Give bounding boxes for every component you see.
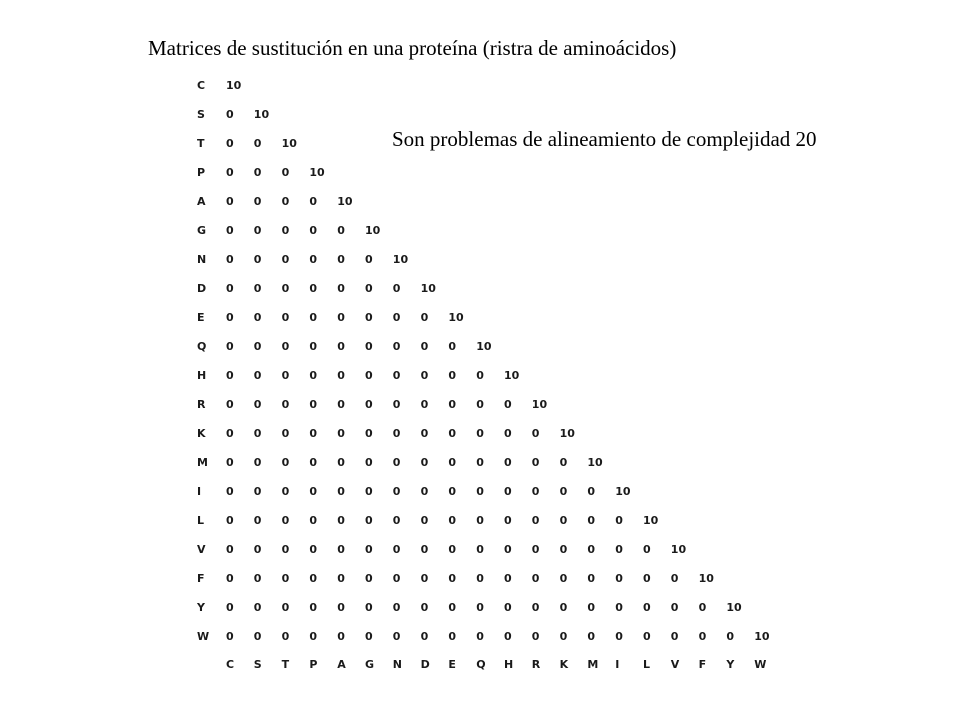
matrix-cell: 0 xyxy=(226,224,234,237)
matrix-cell: 0 xyxy=(365,543,373,556)
matrix-cell: 0 xyxy=(337,282,345,295)
matrix-cell: 0 xyxy=(392,456,401,469)
matrix-cell: 0 xyxy=(392,572,401,585)
matrix-cell: 10 xyxy=(559,427,575,440)
matrix-cell: 0 xyxy=(698,630,707,643)
col-label-v: V xyxy=(670,658,680,671)
matrix-cell: 0 xyxy=(253,427,262,440)
matrix-cell: 0 xyxy=(420,340,429,353)
matrix-cell: 0 xyxy=(559,514,568,527)
matrix-cell: 0 xyxy=(253,340,262,353)
matrix-cell: 0 xyxy=(504,543,512,556)
matrix-cell: 0 xyxy=(226,572,234,585)
matrix-cell: 0 xyxy=(448,340,457,353)
row-label-a: A xyxy=(197,195,206,208)
matrix-cell: 0 xyxy=(365,369,373,382)
matrix-cell: 0 xyxy=(226,340,234,353)
col-label-a: A xyxy=(337,658,346,671)
matrix-cell: 10 xyxy=(253,108,270,121)
matrix-cell: 0 xyxy=(309,543,318,556)
matrix-cell: 0 xyxy=(670,572,679,585)
col-label-p: P xyxy=(309,658,318,671)
row-label-s: S xyxy=(197,108,205,121)
matrix-cell: 0 xyxy=(587,601,596,614)
matrix-cell: 0 xyxy=(420,485,429,498)
matrix-cell: 0 xyxy=(337,427,345,440)
matrix-cell: 0 xyxy=(226,398,234,411)
matrix-cell: 0 xyxy=(309,398,318,411)
row-label-n: N xyxy=(197,253,207,266)
col-label-q: Q xyxy=(476,658,486,671)
matrix-cell: 10 xyxy=(643,514,659,527)
matrix-cell: 0 xyxy=(337,630,345,643)
col-label-r: R xyxy=(531,658,541,671)
matrix-cell: 0 xyxy=(476,543,484,556)
col-label-w: W xyxy=(754,658,767,671)
matrix-cell: 10 xyxy=(281,137,297,150)
matrix-cell: 0 xyxy=(448,514,457,527)
row-label-i: I xyxy=(197,485,202,498)
matrix-cell: 0 xyxy=(253,456,262,469)
matrix-cell: 0 xyxy=(476,630,484,643)
row-label-e: E xyxy=(197,311,205,324)
matrix-cell: 0 xyxy=(281,253,290,266)
matrix-cell: 0 xyxy=(226,253,234,266)
matrix-cell: 0 xyxy=(392,427,401,440)
matrix-cell: 0 xyxy=(365,485,373,498)
matrix-cell: 0 xyxy=(337,456,345,469)
matrix-cell: 0 xyxy=(392,543,401,556)
matrix-cell: 0 xyxy=(615,543,623,556)
matrix-cell: 10 xyxy=(420,282,436,295)
row-label-l: L xyxy=(197,514,205,527)
matrix-cell: 10 xyxy=(670,543,687,556)
matrix-cell: 0 xyxy=(337,601,345,614)
matrix-cell: 0 xyxy=(365,253,373,266)
matrix-cell: 0 xyxy=(253,282,262,295)
matrix-cell: 0 xyxy=(448,427,457,440)
matrix-cell: 0 xyxy=(281,166,290,179)
matrix-cell: 0 xyxy=(670,630,679,643)
matrix-cell: 0 xyxy=(504,601,512,614)
matrix-cell: 0 xyxy=(504,427,512,440)
matrix-cell: 0 xyxy=(309,572,318,585)
matrix-cell: 10 xyxy=(726,601,742,614)
matrix-cell: 0 xyxy=(226,456,234,469)
matrix-cell: 0 xyxy=(253,601,262,614)
matrix-cell: 0 xyxy=(253,253,262,266)
matrix-cell: 0 xyxy=(281,601,290,614)
row-label-d: D xyxy=(197,282,207,295)
matrix-cell: 0 xyxy=(726,630,735,643)
matrix-cell: 0 xyxy=(476,427,484,440)
matrix-cell: 0 xyxy=(476,398,484,411)
matrix-cell: 0 xyxy=(448,398,457,411)
matrix-cell: 0 xyxy=(531,601,540,614)
matrix-cell: 10 xyxy=(365,224,381,237)
matrix-cell: 0 xyxy=(253,543,262,556)
matrix-cell: 0 xyxy=(226,282,234,295)
matrix-cell: 0 xyxy=(392,282,401,295)
col-label-d: D xyxy=(420,658,430,671)
matrix-cell: 0 xyxy=(226,427,234,440)
matrix-cell: 0 xyxy=(448,369,457,382)
matrix-cell: 10 xyxy=(337,195,353,208)
col-label-l: L xyxy=(643,658,651,671)
matrix-cell: 0 xyxy=(337,543,345,556)
matrix-cell: 0 xyxy=(253,398,262,411)
matrix-cell: 0 xyxy=(226,311,234,324)
matrix-cell: 0 xyxy=(337,514,345,527)
matrix-cell: 0 xyxy=(281,224,290,237)
row-label-y: Y xyxy=(197,601,205,614)
matrix-cell: 0 xyxy=(337,340,345,353)
matrix-cell: 0 xyxy=(448,630,457,643)
matrix-cell: 0 xyxy=(504,485,512,498)
matrix-cell: 0 xyxy=(392,630,401,643)
matrix-cell: 0 xyxy=(337,572,345,585)
matrix-cell: 0 xyxy=(226,195,234,208)
col-label-y: Y xyxy=(726,658,735,671)
matrix-cell: 0 xyxy=(615,514,623,527)
matrix-cell: 0 xyxy=(559,630,568,643)
matrix-cell: 0 xyxy=(281,340,290,353)
matrix-cell: 0 xyxy=(643,543,651,556)
matrix-cell: 0 xyxy=(476,601,484,614)
matrix-cell: 10 xyxy=(587,456,603,469)
matrix-cell: 10 xyxy=(504,369,520,382)
matrix-cell: 0 xyxy=(337,398,345,411)
matrix-cell: 0 xyxy=(365,398,373,411)
matrix-cell: 0 xyxy=(226,108,234,121)
matrix-cell: 0 xyxy=(531,630,540,643)
matrix-cell: 0 xyxy=(365,311,373,324)
matrix-cell: 0 xyxy=(365,572,373,585)
matrix-cell: 0 xyxy=(504,630,512,643)
col-label-m: M xyxy=(587,658,599,671)
matrix-cell: 0 xyxy=(587,630,596,643)
matrix-cell: 0 xyxy=(420,369,429,382)
matrix-cell: 0 xyxy=(309,514,318,527)
matrix-cell: 0 xyxy=(392,485,401,498)
matrix-cell: 0 xyxy=(226,601,234,614)
matrix-cell: 0 xyxy=(559,485,568,498)
col-label-i: I xyxy=(615,658,620,671)
matrix-cell: 0 xyxy=(448,543,457,556)
matrix-cell: 0 xyxy=(587,514,596,527)
matrix-cell: 0 xyxy=(643,630,651,643)
matrix-cell: 0 xyxy=(226,485,234,498)
matrix-cell: 0 xyxy=(448,601,457,614)
matrix-cell: 0 xyxy=(281,311,290,324)
matrix-cell: 0 xyxy=(476,572,484,585)
matrix-cell: 10 xyxy=(754,630,770,643)
matrix-cell: 0 xyxy=(281,456,290,469)
matrix-cell: 0 xyxy=(392,340,401,353)
matrix-cell: 0 xyxy=(448,456,457,469)
matrix-cell: 0 xyxy=(365,601,373,614)
matrix-cell: 0 xyxy=(587,543,596,556)
matrix-cell: 0 xyxy=(420,456,429,469)
matrix-cell: 0 xyxy=(504,456,512,469)
matrix-cell: 0 xyxy=(420,601,429,614)
matrix-cell: 0 xyxy=(281,282,290,295)
matrix-cell: 0 xyxy=(253,630,262,643)
matrix-cell: 0 xyxy=(365,427,373,440)
matrix-cell: 0 xyxy=(226,369,234,382)
matrix-cell: 0 xyxy=(392,514,401,527)
matrix-cell: 0 xyxy=(365,514,373,527)
col-label-e: E xyxy=(448,658,456,671)
matrix-cell: 0 xyxy=(476,456,484,469)
matrix-cell: 0 xyxy=(309,369,318,382)
matrix-cell: 0 xyxy=(476,485,484,498)
row-label-h: H xyxy=(197,369,207,382)
matrix-cell: 0 xyxy=(559,456,568,469)
matrix-cell: 0 xyxy=(253,166,262,179)
matrix-cell: 0 xyxy=(337,253,345,266)
matrix-cell: 0 xyxy=(420,572,429,585)
matrix-cell: 0 xyxy=(420,427,429,440)
matrix-cell: 0 xyxy=(309,195,318,208)
matrix-cell: 10 xyxy=(392,253,409,266)
matrix-cell: 10 xyxy=(309,166,325,179)
col-label-t: T xyxy=(281,658,290,671)
matrix-cell: 0 xyxy=(448,485,457,498)
matrix-cell: 0 xyxy=(365,282,373,295)
matrix-cell: 0 xyxy=(392,369,401,382)
matrix-cell: 0 xyxy=(226,514,234,527)
matrix-cell: 0 xyxy=(392,601,401,614)
matrix-cell: 0 xyxy=(476,514,484,527)
matrix-cell: 0 xyxy=(420,398,429,411)
matrix-cell: 0 xyxy=(365,340,373,353)
matrix-cell: 10 xyxy=(531,398,548,411)
row-label-k: K xyxy=(197,427,206,440)
matrix-cell: 0 xyxy=(559,572,568,585)
matrix-cell: 0 xyxy=(448,572,457,585)
matrix-cell: 0 xyxy=(309,282,318,295)
matrix-cell: 0 xyxy=(531,456,540,469)
slide-note: Son problemas de alineamiento de complejidad 20 xyxy=(392,127,817,151)
matrix-cell: 10 xyxy=(226,79,242,92)
matrix-cell: 0 xyxy=(309,456,318,469)
slide-title: Matrices de sustitución en una proteína (ristra de aminoácidos) xyxy=(148,36,677,60)
col-label-k: K xyxy=(559,658,569,671)
matrix-cell: 0 xyxy=(420,311,429,324)
matrix-cell: 0 xyxy=(253,137,262,150)
matrix-cell: 0 xyxy=(615,572,623,585)
matrix-cell: 0 xyxy=(281,630,290,643)
matrix-cell: 0 xyxy=(309,224,318,237)
matrix-cell: 0 xyxy=(309,427,318,440)
col-label-n: N xyxy=(392,658,403,671)
matrix-cell: 10 xyxy=(615,485,631,498)
matrix-cell: 0 xyxy=(531,543,540,556)
matrix-cell: 0 xyxy=(253,224,262,237)
col-label-g: G xyxy=(365,658,375,671)
matrix-cell: 0 xyxy=(504,514,512,527)
row-label-v: V xyxy=(197,543,206,556)
matrix-cell: 0 xyxy=(365,630,373,643)
matrix-cell: 0 xyxy=(531,485,540,498)
matrix-cell: 0 xyxy=(698,601,707,614)
row-label-f: F xyxy=(197,572,205,585)
matrix-cell: 0 xyxy=(337,311,345,324)
matrix-cell: 0 xyxy=(337,485,345,498)
matrix-cell: 0 xyxy=(643,601,651,614)
matrix-cell: 0 xyxy=(281,572,290,585)
matrix-cell: 10 xyxy=(448,311,464,324)
matrix-cell: 0 xyxy=(420,543,429,556)
matrix-cell: 0 xyxy=(615,630,623,643)
row-label-q: Q xyxy=(197,340,207,353)
matrix-cell: 0 xyxy=(559,601,568,614)
matrix-cell: 0 xyxy=(281,369,290,382)
matrix-cell: 0 xyxy=(392,311,401,324)
matrix-cell: 0 xyxy=(643,572,651,585)
col-label-h: H xyxy=(504,658,514,671)
matrix-cell: 0 xyxy=(559,543,568,556)
row-label-m: M xyxy=(197,456,208,469)
col-label-s: S xyxy=(253,658,262,671)
row-label-r: R xyxy=(197,398,206,411)
matrix-cell: 0 xyxy=(531,514,540,527)
matrix-cell: 0 xyxy=(309,601,318,614)
col-label-f: F xyxy=(698,658,707,671)
matrix-cell: 0 xyxy=(281,398,290,411)
matrix-cell: 0 xyxy=(615,601,623,614)
matrix-cell: 0 xyxy=(253,572,262,585)
matrix-cell: 0 xyxy=(587,485,596,498)
matrix-cell: 0 xyxy=(253,485,262,498)
row-label-w: W xyxy=(197,630,210,643)
matrix-cell: 0 xyxy=(253,514,262,527)
row-label-t: T xyxy=(197,137,205,150)
matrix-cell: 0 xyxy=(392,398,401,411)
matrix-cell: 0 xyxy=(309,253,318,266)
row-label-c: C xyxy=(197,79,206,92)
matrix-cell: 0 xyxy=(670,601,679,614)
matrix-cell: 0 xyxy=(420,514,429,527)
matrix-cell: 0 xyxy=(281,427,290,440)
matrix-cell: 10 xyxy=(476,340,492,353)
matrix-cell: 0 xyxy=(281,543,290,556)
matrix-cell: 0 xyxy=(253,311,262,324)
matrix-cell: 0 xyxy=(476,369,484,382)
matrix-cell: 0 xyxy=(337,369,345,382)
matrix-cell: 0 xyxy=(281,485,290,498)
matrix-cell: 0 xyxy=(309,311,318,324)
matrix-cell: 0 xyxy=(337,224,345,237)
matrix-cell: 0 xyxy=(365,456,373,469)
matrix-cell: 0 xyxy=(309,485,318,498)
matrix-cell: 0 xyxy=(281,195,290,208)
row-label-p: P xyxy=(197,166,206,179)
matrix-cell: 0 xyxy=(226,630,234,643)
matrix-cell: 0 xyxy=(253,369,262,382)
matrix-cell: 0 xyxy=(309,340,318,353)
matrix-cell: 0 xyxy=(226,543,234,556)
matrix-cell: 0 xyxy=(281,514,290,527)
matrix-cell: 0 xyxy=(531,572,540,585)
matrix-cell: 0 xyxy=(504,398,512,411)
matrix-cell: 0 xyxy=(587,572,596,585)
matrix-cell: 10 xyxy=(698,572,714,585)
matrix-cell: 0 xyxy=(531,427,540,440)
matrix-cell: 0 xyxy=(309,630,318,643)
matrix-cell: 0 xyxy=(226,166,234,179)
col-label-c: C xyxy=(226,658,235,671)
row-label-g: G xyxy=(197,224,207,237)
matrix-cell: 0 xyxy=(253,195,262,208)
matrix-cell: 0 xyxy=(420,630,429,643)
matrix-cell: 0 xyxy=(504,572,512,585)
matrix-cell: 0 xyxy=(226,137,234,150)
